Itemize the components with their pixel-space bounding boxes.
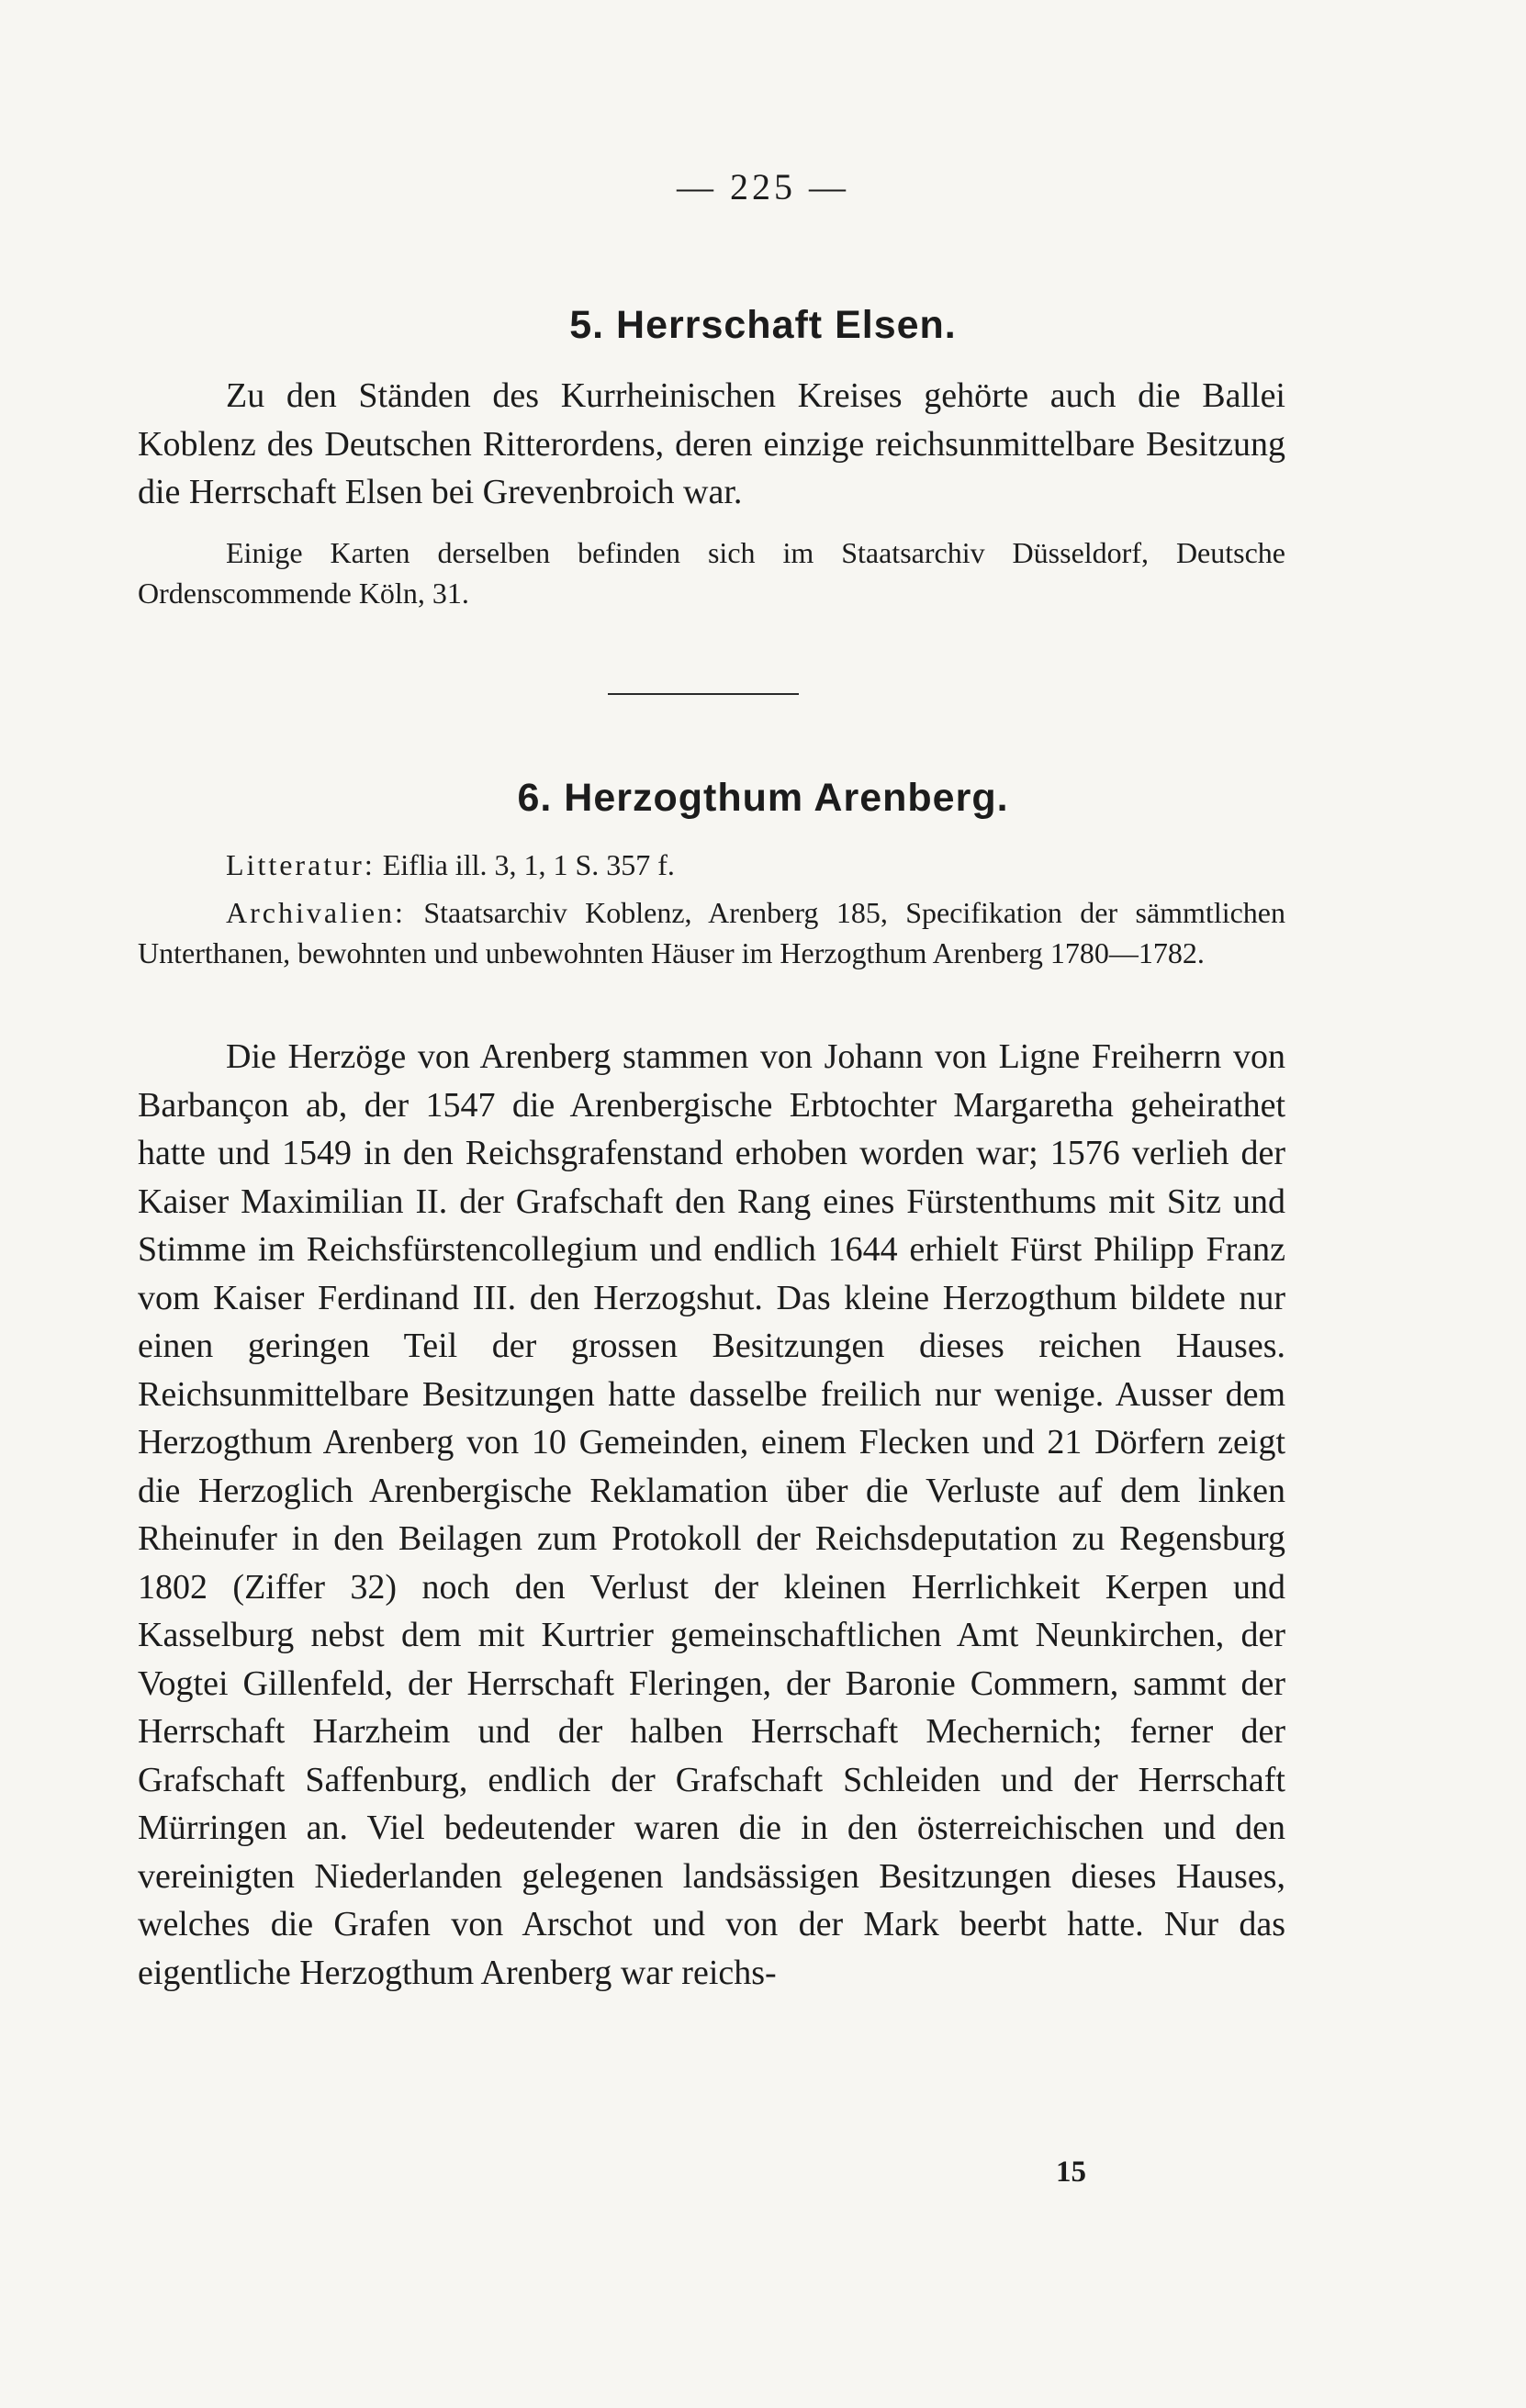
literature-label: Litteratur: <box>226 848 376 881</box>
archivalien-text: Staatsarchiv Koblenz, Arenberg 185, Specifikation der sämmtlichen Unterthanen, bewohnten und unbewohnten Häuser im Herzogthum Arenberg 1780—1782. <box>138 896 1286 969</box>
literature-line <box>138 845 1285 885</box>
paragraph-elsen: Zu den Ständen des Kurrheinischen Kreises gehörte auch die Ballei Koblenz des Deutschen Ritterordens, deren einzige reichsunmittelbare Besitzung die Herrschaft Elsen bei Grevenbroich war. <box>138 376 1285 511</box>
page-number: — 225 — <box>677 166 849 207</box>
archivalien-label: Archivalien: <box>226 896 406 929</box>
signature-mark: 15 <box>1056 2156 1086 2189</box>
literature-text: Eiflia ill. 3, 1, 1 S. 357 f. <box>382 848 675 881</box>
section-heading-herzogthum-arenberg: 6. Herzogthum Arenberg. <box>517 776 1009 820</box>
paragraph-arenberg: Die Herzöge von Arenberg stammen von Johann von Ligne Freiherrn von Barbançon ab, der 1547 die Arenbergische Erbtochter Margaretha geheirathet hatte und 1549 in den Reichsgrafenstand erhoben worden war; 1576 verlieh der Kaiser Maximilian II. der Grafschaft den Rang eines Fürstenthums mit Sitz und Stimme im Reichsfürstencollegium und endlich 1644 erhielt Fürst Philipp Franz vom Kaiser Ferdinand III. den Herzogshut. Das kleine Herzogthum bildete nur einen geringen Teil der grossen Besitzungen dieses reichen Hauses. Reichsunmittelbare Besitzungen hatte dasselbe freilich nur wenige. Ausser dem Herzogthum Arenberg von 10 Gemeinden, einem Flecken und 21 Dörfern zeigt die Herzoglich Arenbergische Reklamation über die Verluste auf dem linken Rheinufer in den Beilagen zum Protokoll der Reichsdeputation zu Regensburg 1802 (Ziffer 32) noch den Verlust der kleinen Herrlichkeit Kerpen und Kasselburg nebst dem mit Kurtrier gemeinschaftlichen Amt Neunkirchen, der Vogtei Gillenfeld, der Herrschaft Fleringen, der Baronie Commern, sammt der Herrschaft Harzheim und der halben Herrschaft Mechernich; ferner der Grafschaft Saffenburg, endlich der Grafschaft Schleiden und der Herrschaft Mürringen an. Viel bedeutender waren die in den österreichischen und den vereinigten Niederlanden gelegenen landsässigen Besitzungen dieses Hauses, welches die Grafen von Arschot und von der Mark beerbt hatte. Nur das eigentliche Herzogthum Arenberg war reichs- <box>138 1037 1285 1992</box>
section-divider <box>608 693 799 695</box>
archivalien-line <box>138 892 1285 973</box>
note-elsen-maps: Einige Karten derselben befinden sich im Staatsarchiv Düsseldorf, Deutsche Ordenscommende Köln, 31. <box>138 536 1285 610</box>
section-heading-herrschaft-elsen: 5. Herrschaft Elsen. <box>569 303 957 347</box>
